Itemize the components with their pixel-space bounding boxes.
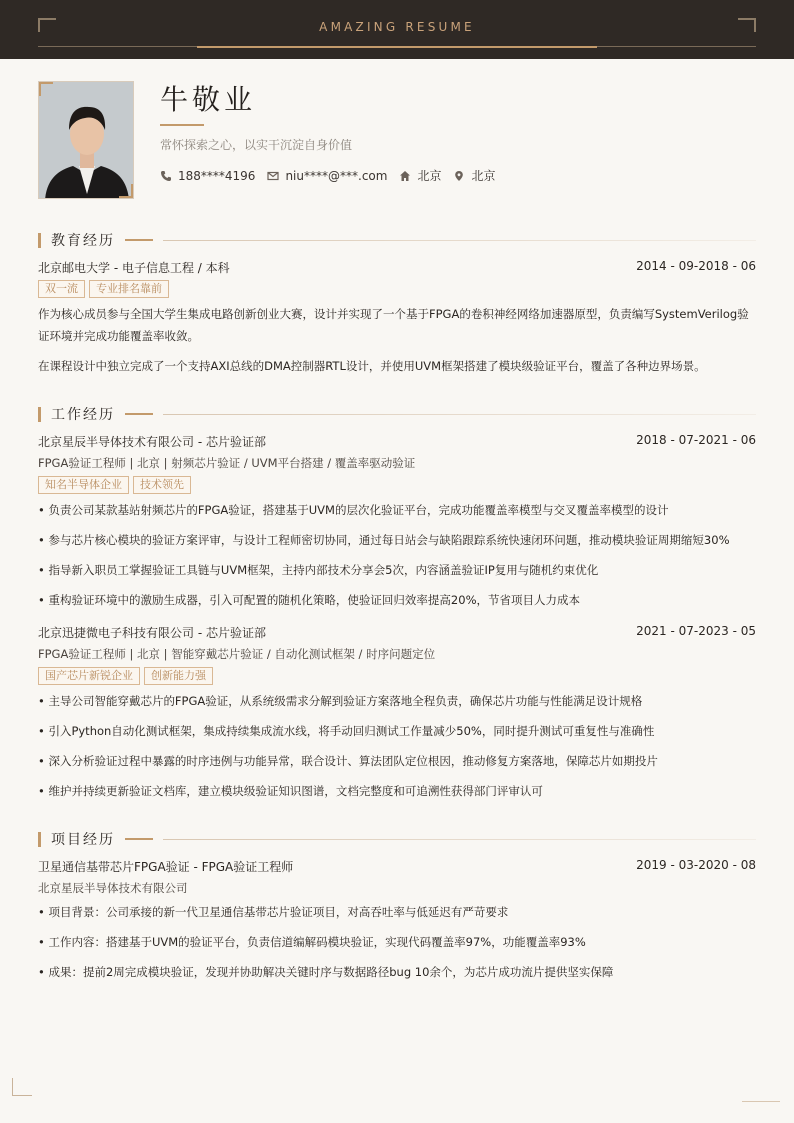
project-period: 2019 - 03-2020 - 08 [636, 858, 756, 872]
profile-photo [38, 81, 134, 199]
project-bullet: • 成果：提前2周完成模块验证，发现并协助解决关键时序与数据路径bug 10余个，为芯片成功流片提供坚实保障 [38, 965, 614, 979]
header-band [0, 0, 794, 59]
location-icon [453, 170, 465, 182]
education-paragraph: 在课程设计中独立完成了一个支持AXI总线的DMA控制器RTL设计，并使用UVM框架搭建了模块级验证平台，覆盖了各种边界场景。 [38, 359, 706, 373]
section-bar [38, 233, 41, 248]
job-role: FPGA验证工程师 | 北京 | 射频芯片验证 / UVM平台搭建 / 覆盖率驱动验证 [38, 456, 416, 470]
job-company: 北京星辰半导体技术有限公司 - 芯片验证部 [38, 435, 266, 449]
section-work-header [38, 405, 756, 423]
tag: 技术领先 [133, 476, 191, 494]
work-entry-company [38, 433, 756, 450]
header-accent-line [197, 46, 597, 48]
section-bar [38, 832, 41, 847]
contact-email [267, 169, 387, 183]
project-bullet: • 项目背景：公司承接的新一代卫星通信基带芯片验证项目，对高吞吐率与低延迟有严苛要求 [38, 905, 509, 919]
job-tags [38, 476, 195, 494]
mail-icon [267, 170, 279, 182]
education-tags [38, 280, 173, 298]
phone-icon [160, 170, 172, 182]
section-rule [163, 839, 756, 840]
job-bullet: • 负责公司某款基站射频芯片的FPGA验证，搭建基于UVM的层次化验证平台，完成功能覆盖率模型与交叉覆盖率模型的设计 [38, 503, 669, 517]
contact-row [160, 167, 507, 184]
resume-header-title: AMAZING RESUME [319, 20, 475, 34]
job-bullet: • 重构验证环境中的激励生成器，引入可配置的随机化策略，使验证回归效率提高20%，节省项目人力成本 [38, 593, 580, 607]
section-education-header [38, 231, 756, 249]
section-dash [125, 838, 153, 840]
photo-corner-mark [39, 82, 53, 96]
project-company: 北京星辰半导体技术有限公司 [38, 881, 188, 895]
tag: 知名半导体企业 [38, 476, 129, 494]
tag: 双一流 [38, 280, 85, 298]
education-school: 北京邮电大学 - 电子信息工程 / 本科 [38, 261, 230, 275]
home-city: 北京 [417, 169, 442, 183]
corner-decoration-bottom-left [12, 1078, 32, 1096]
section-title: 项目经历 [51, 832, 115, 848]
home-icon [399, 170, 411, 182]
work-entry-company [38, 624, 756, 641]
project-bullet: • 工作内容：搭建基于UVM的验证平台，负责信道编解码模块验证，实现代码覆盖率97%，功能覆盖率93% [38, 935, 586, 949]
job-bullet: • 指导新入职员工掌握验证工具链与UVM框架，主持内部技术分享会5次，内容涵盖验证IP复用与随机约束优化 [38, 563, 599, 577]
job-tags [38, 667, 217, 685]
person-portrait-icon [39, 82, 134, 199]
section-dash [125, 413, 153, 415]
location-city: 北京 [471, 169, 496, 183]
email-address: niu****@***.com [285, 168, 388, 183]
name-underline [160, 124, 204, 126]
section-rule [163, 240, 756, 241]
job-bullet: • 主导公司智能穿戴芯片的FPGA验证，从系统级需求分解到验证方案落地全程负责，确保芯片功能与性能满足设计规格 [38, 694, 643, 708]
candidate-name: 牛敬业 [160, 83, 257, 116]
section-bar [38, 407, 41, 422]
tag: 专业排名靠前 [89, 280, 169, 298]
job-bullet: • 引入Python自动化测试框架，集成持续集成流水线，将手动回归测试工作量减少50%，同时提升测试可重复性与准确性 [38, 724, 655, 738]
job-role: FPGA验证工程师 | 北京 | 智能穿戴芯片验证 / 自动化测试框架 / 时序问题定位 [38, 647, 436, 661]
corner-decoration-bottom-right [742, 1101, 780, 1102]
phone-number: 188****4196 [178, 168, 256, 183]
job-bullet: • 维护并持续更新验证文档库，建立模块级验证知识图谱，文档完整度和可追溯性获得部门评审认可 [38, 784, 543, 798]
contact-phone [160, 169, 255, 183]
tag: 国产芯片新锐企业 [38, 667, 140, 685]
job-period: 2018 - 07-2021 - 06 [636, 433, 756, 447]
contact-home [399, 167, 441, 184]
job-company: 北京迅捷微电子科技有限公司 - 芯片验证部 [38, 626, 266, 640]
job-bullet: • 参与芯片核心模块的验证方案评审，与设计工程师密切协同，通过每日站会与缺陷跟踪系统快速闭环问题，推动模块验证周期缩短30% [38, 533, 730, 547]
section-title: 工作经历 [51, 407, 115, 423]
education-period: 2014 - 09-2018 - 06 [636, 259, 756, 273]
section-rule [163, 414, 756, 415]
job-bullet: • 深入分析验证过程中暴露的时序违例与功能异常，联合设计、算法团队定位根因，推动修复方案落地，保障芯片如期投片 [38, 754, 658, 768]
project-entry [38, 858, 756, 875]
photo-corner-mark [119, 184, 133, 198]
section-dash [125, 239, 153, 241]
project-name: 卫星通信基带芯片FPGA验证 - FPGA验证工程师 [38, 860, 294, 874]
tag: 创新能力强 [144, 667, 213, 685]
education-entry [38, 259, 756, 276]
section-project-header [38, 830, 756, 848]
section-title: 教育经历 [51, 233, 115, 249]
contact-location [453, 167, 495, 184]
candidate-motto: 常怀探索之心，以实干沉淀自身价值 [160, 138, 353, 152]
job-period: 2021 - 07-2023 - 05 [636, 624, 756, 638]
education-paragraph: 作为核心成员参与全国大学生集成电路创新创业大赛，设计并实现了一个基于FPGA的卷积神经网络加速器原型，负责编写SystemVerilog验证环境并完成功能覆盖率收敛。 [38, 307, 749, 343]
